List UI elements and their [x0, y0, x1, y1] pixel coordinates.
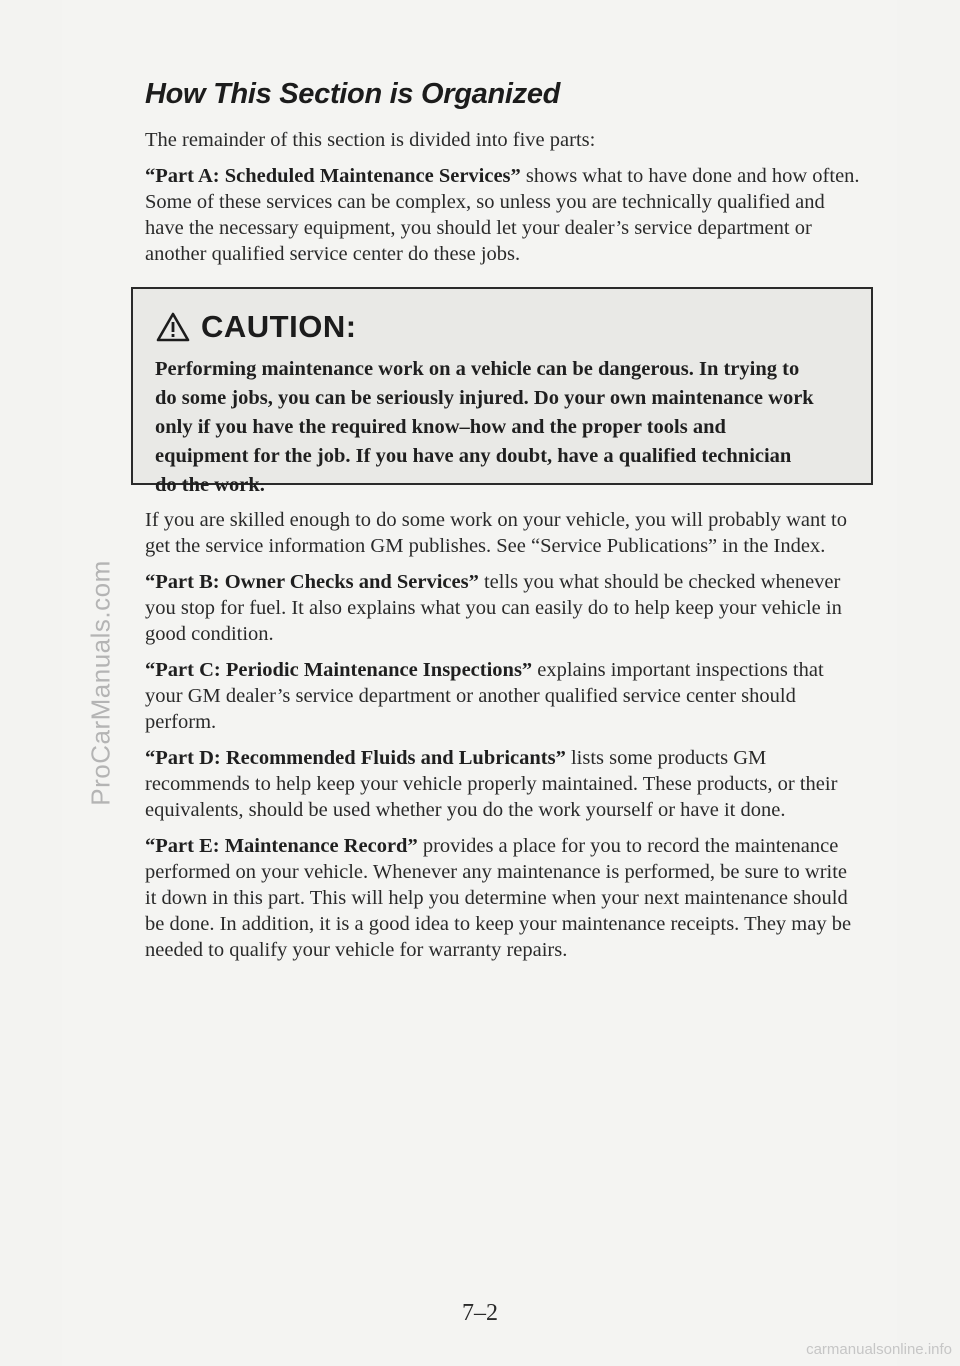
caution-text: Performing maintenance work on a vehicle can be dangerous. In trying to do some jobs, you can be seriously injured. Do your own maintenance work only if you have the required know–how and the proper tools and equipment for the job. If you have any doubt, have a qualified technician do the work. [155, 358, 814, 496]
part-e-paragraph [145, 833, 860, 963]
page-number: 7–2 [462, 1300, 498, 1326]
part-d-text: lists some products GM recommends to help keep your vehicle properly maintained. These products, or their equivalents, should be used whether you do the work yourself or have it done. [145, 747, 838, 821]
part-e-title: “Part E: Maintenance Record” [145, 835, 418, 857]
page-content [145, 78, 860, 973]
side-watermark: ProCarManuals.com [85, 560, 116, 806]
part-c-text: explains important inspections that your GM dealer’s service department or another qualified service center should perform. [145, 659, 824, 733]
caution-title: CAUTION: [201, 309, 357, 344]
part-d-paragraph [145, 745, 860, 823]
section-heading: How This Section is Organized [145, 78, 561, 110]
warning-triangle-icon [155, 311, 191, 343]
part-a-title: “Part A: Scheduled Maintenance Services” [145, 165, 521, 187]
part-c-title: “Part C: Periodic Maintenance Inspections” [145, 659, 533, 681]
part-c-paragraph [145, 657, 860, 735]
bottom-watermark: carmanualsonline.info [806, 1341, 952, 1358]
part-b-title: “Part B: Owner Checks and Services” [145, 571, 479, 593]
skilled-paragraph: If you are skilled enough to do some work on your vehicle, you will probably want to get the service information GM publishes. See “Service Publications” in the Index. [145, 509, 847, 557]
part-a-paragraph [145, 163, 860, 267]
caution-header [155, 309, 853, 345]
caution-box [131, 287, 873, 496]
part-b-paragraph [145, 569, 860, 647]
part-b-text: tells you what should be checked whenever you stop for fuel. It also explains what you can easily do to help keep your vehicle in good condition. [145, 571, 842, 645]
part-a-text: shows what to have done and how often. Some of these services can be complex, so unless you are technically qualified and have the necessary equipment, you should let your dealer’s service department or another qualified service center do these jobs. [145, 165, 860, 265]
part-e-text: provides a place for you to record the maintenance performed on your vehicle. Whenever any maintenance is performed, be sure to write it down in this part. This will help you determine when your next maintenance should be done. In addition, it is a good idea to keep your maintenance receipts. They may be needed to qualify your vehicle for warranty repairs. [145, 835, 852, 961]
intro-paragraph: The remainder of this section is divided into five parts: [145, 129, 596, 151]
part-d-title: “Part D: Recommended Fluids and Lubricants” [145, 747, 566, 769]
